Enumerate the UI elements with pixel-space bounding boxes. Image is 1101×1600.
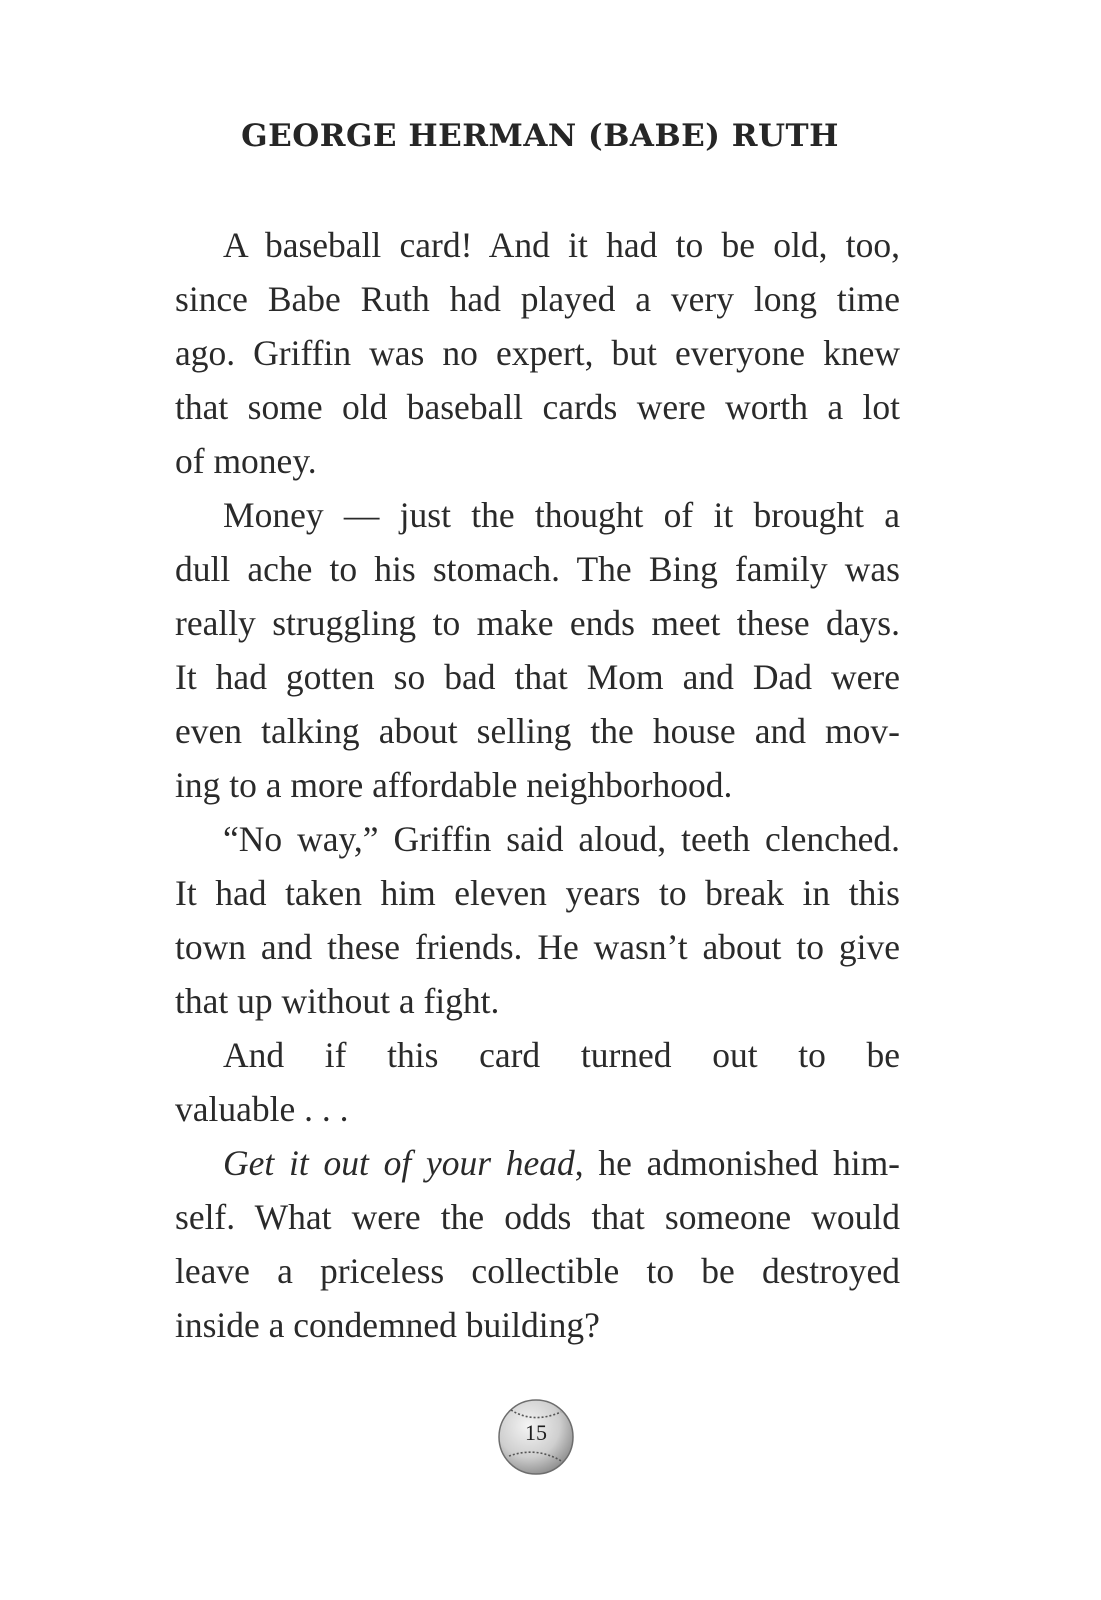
paragraph-4 xyxy=(175,1028,900,1136)
page-number-badge xyxy=(497,1398,575,1476)
text-line: A baseball card! And it had to be old, too, xyxy=(223,225,900,265)
paragraph-1 xyxy=(175,218,900,488)
text-line: ago. Griffin was no expert, but everyone knew xyxy=(175,333,900,373)
text-line: since Babe Ruth had played a very long time xyxy=(175,279,900,319)
text-line: “No way,” Griffin said aloud, teeth clenched. xyxy=(223,819,900,859)
text-line: that up without a fight. xyxy=(175,981,500,1021)
text-line: town and these friends. He wasn’t about to give xyxy=(175,927,900,967)
text-line: leave a priceless collectible to be destroyed xyxy=(175,1251,900,1291)
running-head: GEORGE HERMAN (BABE) RUTH xyxy=(241,118,839,154)
text-line: And if this card turned out to be xyxy=(223,1035,900,1075)
text-line: even talking about selling the house and mov- xyxy=(175,711,900,751)
text-line: It had gotten so bad that Mom and Dad were xyxy=(175,657,900,697)
paragraph-2 xyxy=(175,488,900,812)
paragraph-3 xyxy=(175,812,900,1028)
text-line xyxy=(175,1136,900,1190)
italic-phrase: Get it out of your head xyxy=(223,1143,575,1183)
text-line: It had taken him eleven years to break in this xyxy=(175,873,900,913)
text-line: of money. xyxy=(175,441,317,481)
body-text xyxy=(175,218,900,1352)
text-fragment: , he admonished him- xyxy=(574,1143,901,1183)
text-line: inside a condemned building? xyxy=(175,1305,600,1345)
page-number: 15 xyxy=(525,1420,547,1445)
text-line: dull ache to his stomach. The Bing family was xyxy=(175,549,900,589)
text-line: ing to a more affordable neighborhood. xyxy=(175,765,733,805)
text-line: that some old baseball cards were worth a lot xyxy=(175,387,900,427)
text-line: Money — just the thought of it brought a xyxy=(223,495,900,535)
text-line: really struggling to make ends meet these days. xyxy=(175,603,900,643)
text-line: self. What were the odds that someone would xyxy=(175,1197,900,1237)
text-line: valuable . . . xyxy=(175,1089,349,1129)
paragraph-5 xyxy=(175,1136,900,1352)
